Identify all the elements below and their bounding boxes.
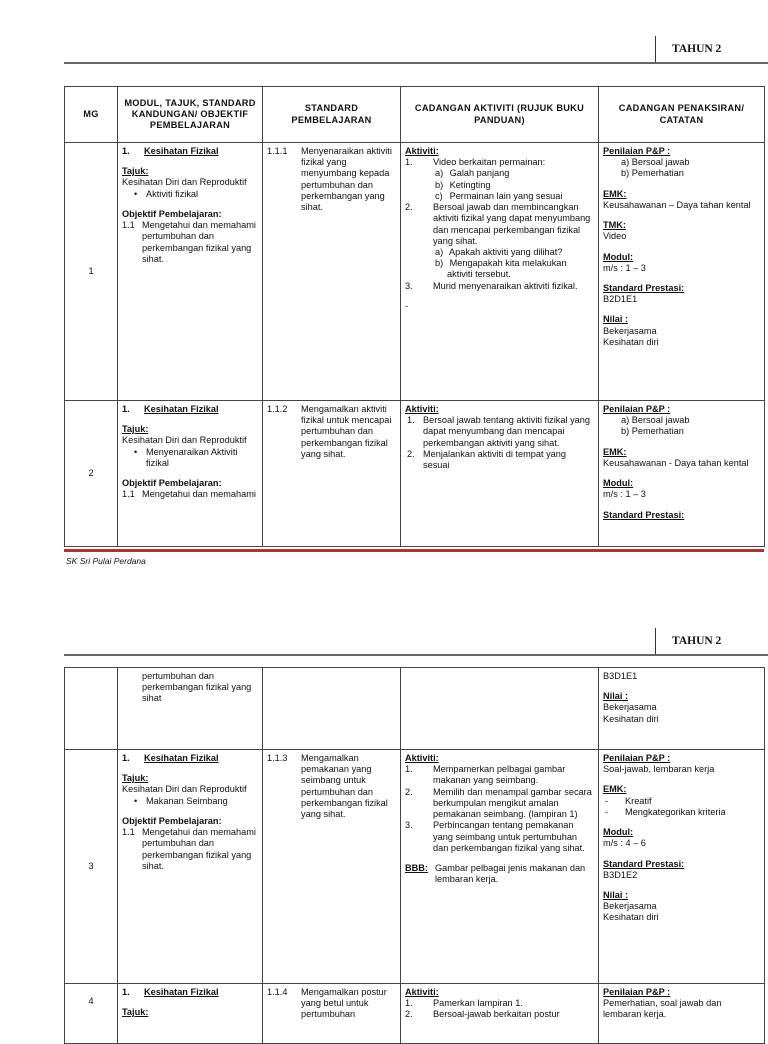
table-row — [65, 668, 765, 750]
table-row — [65, 750, 765, 984]
standard-number: 1.1.2 — [267, 404, 288, 414]
objektif-number: 1.1 — [122, 827, 135, 838]
penilaian-item: Bersoal jawab — [631, 415, 690, 426]
page-break-rule — [64, 549, 764, 552]
objektif-number: 1.1 — [122, 489, 135, 500]
col-header-modul: MODUL, TAJUK, STANDARD KANDUNGAN/ OBJEKTIF PEMBELAJARAN — [118, 87, 263, 143]
bbb-label: BBB — [405, 862, 425, 873]
table-row — [65, 984, 765, 1044]
week-number: 1 — [65, 143, 118, 401]
emk-text: Keusahawanan - Daya tahan kental — [603, 457, 749, 468]
aktiviti-item: Pamerkan lampiran 1. — [433, 998, 523, 1009]
aktiviti-item: Bersoal jawab dan membincangkan aktiviti fizikal yang dapat menyumbang dan mencapai perkembangan fizikal yang sihat. — [433, 202, 591, 246]
bbb-text: Gambar pelbagai jenis makanan dan lembaran kerja. — [435, 862, 586, 885]
standard-prestasi-label: Standard Prestasi: — [603, 509, 685, 520]
penilaian-item: Bersoal jawab — [631, 157, 690, 168]
aktiviti-label: Aktiviti: — [405, 404, 439, 414]
modul-cell — [118, 750, 263, 984]
emk-text: Keusahawanan – Daya tahan kental — [603, 199, 751, 210]
standard-text: Mengamalkan aktiviti fizikal untuk mencapai pertumbuhan dan perkembangan fizikal yang sihat. — [301, 404, 392, 459]
standard-cell — [263, 668, 401, 750]
modul-text: m/s : 4 – 6 — [603, 838, 646, 849]
penilaian-text: Soal-jawab, lembaran kerja — [603, 764, 715, 775]
nilai-text: Bekerjasama — [603, 901, 657, 912]
objektif-text: Mengetahui dan memahami pertumbuhan dan perkembangan fizikal yang sihat. — [142, 220, 256, 264]
col-header-penaksiran: CADANGAN PENAKSIRAN/ CATATAN — [599, 87, 765, 143]
topic-title: Kesihatan Fizikal — [144, 404, 219, 414]
nilai-text: Bekerjasama — [603, 702, 657, 713]
nilai-label: Nilai : — [603, 691, 629, 702]
col-header-aktiviti: CADANGAN AKTIVITI (RUJUK BUKU PANDUAN) — [401, 87, 599, 143]
year-label: TAHUN 2 — [672, 635, 722, 647]
modul-cell — [118, 401, 263, 547]
modul-text: m/s : 1 – 3 — [603, 262, 646, 273]
aktiviti-subitem: Apakah aktiviti yang dilihat? — [449, 246, 563, 257]
penaksiran-cell — [599, 668, 765, 750]
modul-label: Modul: — [603, 827, 634, 838]
penilaian-label: Penilaian P&P : — [603, 146, 671, 156]
standard-text: Mengamalkan pemakanan yang seimbang untuk pertumbuhan dan perkembangan fizikal yang sihat. — [301, 753, 388, 820]
aktiviti-subitem: Ketingting — [449, 179, 491, 190]
nilai-text: Bekerjasama — [603, 325, 657, 336]
objektif-text: pertumbuhan dan perkembangan fizikal yang sihat — [142, 671, 252, 704]
modul-text: m/s : 1 – 3 — [603, 489, 646, 500]
nilai-text: Kesihatan diri — [603, 336, 659, 347]
tajuk-text: Kesihatan Diri dan Reproduktif — [122, 435, 247, 446]
aktiviti-item: Memilih dan menampal gambar secara berkumpulan mengikut amalan pemakanan seimbang. (lampiran 1) — [433, 786, 592, 820]
penilaian-label: Penilaian P&P : — [603, 404, 671, 414]
modul-cell — [118, 143, 263, 401]
topic-number: 1. — [122, 753, 130, 763]
aktiviti-subitem: Mengapakah kita melakukan aktiviti tersebut. — [447, 258, 567, 280]
header-divider — [655, 628, 656, 654]
standard-number: 1.1.3 — [267, 753, 288, 763]
tajuk-text: Kesihatan Diri dan Reproduktif — [122, 784, 247, 795]
tajuk-label: Tajuk: — [122, 1007, 149, 1018]
header-underline — [64, 62, 768, 64]
objektif-label: Objektif Pembelajaran: — [122, 478, 222, 489]
penilaian-text: Pemerhatian, soal jawab dan lembaran kerja. — [603, 998, 722, 1020]
penilaian-label: Penilaian P&P : — [603, 987, 671, 997]
col-header-mg: MG — [65, 87, 118, 143]
standard-cell — [263, 750, 401, 984]
table-row — [65, 401, 765, 547]
year-label: TAHUN 2 — [672, 43, 722, 55]
standard-prestasi-text: B3D1E2 — [603, 869, 638, 880]
penaksiran-cell: Penilaian P&P : a) Bersoal jawab b) Pemerhatian EMK: Keusahawanan - Daya tahan kental Modul: m/s : 1 – 3 Standard Prestasi: — [599, 401, 765, 547]
aktiviti-item: Perbincangan tentang pemakanan yang seimbang untuk pertumbuhan dan perkembangan fizikal yang sihat. — [433, 820, 585, 853]
modul-cell — [118, 668, 263, 750]
aktiviti-cell — [401, 668, 599, 750]
standard-cell — [263, 143, 401, 401]
nilai-text: Kesihatan diri — [603, 912, 659, 923]
aktiviti-item: Bersoal jawab tentang aktiviti fizikal yang dapat menyumbang dan mencapai perkembangan aktiviti yang sihat. — [423, 415, 590, 448]
aktiviti-subitem: Galah panjang — [449, 168, 510, 179]
emk-item: - Mengkategorikan kriteria — [603, 807, 760, 818]
tajuk-label: Tajuk: — [122, 424, 149, 435]
footer-school-name: SK Sri Pulai Perdana — [66, 556, 146, 566]
topic-title: Kesihatan Fizikal — [144, 146, 219, 156]
tajuk-text: Kesihatan Diri dan Reproduktif — [122, 177, 247, 188]
aktiviti-dash: - — [405, 300, 409, 311]
topic-title: Kesihatan Fizikal — [144, 753, 219, 763]
emk-label: EMK: — [603, 446, 627, 457]
standard-text: Mengamalkan postur yang betul untuk pertumbuhan — [301, 987, 387, 1020]
aktiviti-cell: Aktiviti: 1. Bersoal jawab tentang aktiviti fizikal yang dapat menyumbang dan mencapai perkembangan aktiviti yang sihat. 2. Menjalankan aktiviti di tempat yang sesuai — [401, 401, 599, 547]
aktiviti-subitem: Permainan lain yang sesuai — [449, 190, 563, 201]
topic-number: 1. — [122, 404, 130, 414]
aktiviti-label: Aktiviti: — [405, 753, 439, 763]
penaksiran-cell — [599, 984, 765, 1044]
tajuk-bullet: • Menyenaraikan Aktiviti fizikal — [122, 447, 258, 469]
aktiviti-cell: Aktiviti: 1. Video berkaitan permainan: a) Galah panjang b) Ketingting c) Permainan lain yang sesuai 2. Bersoal jawab dan membincangkan aktiviti fizikal yang dapat menyumbang dan mencapai perkembangan fizikal yang sihat. a) Apakah aktiviti yang dilihat? b) Mengapakah kita melakukan aktiviti tersebut. 3. Murid menyenaraikan aktiviti fizikal. - — [401, 143, 599, 401]
aktiviti-cell: Aktiviti: 1. Mempamerkan pelbagai gambar makanan yang seimbang. 2. Memilih dan menampal gambar secara berkumpulan mengikut amalan pemakanan seimbang. (lampiran 1) 3. Perbincangan tentang pemakanan yang seimbang untuk pertumbuhan dan perkembangan fizikal yang sihat. BBB: Gambar pelbagai jenis makanan dan lembaran kerja. — [401, 750, 599, 984]
week-number: 4 — [65, 984, 118, 1044]
table-row — [65, 143, 765, 401]
week-number: 2 — [65, 401, 118, 547]
aktiviti-cell: Aktiviti: 1. Pamerkan lampiran 1. 2. Bersoal-jawab berkaitan postur — [401, 984, 599, 1044]
standard-number: 1.1.4 — [267, 987, 288, 997]
objektif-label: Objektif Pembelajaran: — [122, 208, 222, 219]
week-number — [65, 668, 118, 750]
modul-label: Modul: — [603, 478, 634, 489]
lesson-plan-table — [64, 86, 765, 547]
standard-prestasi-label: Standard Prestasi: — [603, 282, 685, 293]
tajuk-label: Tajuk: — [122, 166, 149, 177]
modul-cell — [118, 984, 263, 1044]
tajuk-bullet: • Makanan Seimbang — [122, 796, 258, 807]
emk-label: EMK: — [603, 188, 627, 199]
penaksiran-cell: Penilaian P&P : a) Bersoal jawab b) Pemerhatian EMK: Keusahawanan – Daya tahan kental TMK: Video Modul: m/s : 1 – 3 Standard Prestasi: B2D1E1 Nilai : Bekerjasama Kesihatan diri — [599, 143, 765, 401]
penaksiran-cell — [599, 750, 765, 984]
lesson-plan-table — [64, 667, 765, 1044]
topic-title: Kesihatan Fizikal — [144, 987, 219, 997]
emk-label: EMK: — [603, 784, 627, 795]
tmk-text: Video — [603, 231, 627, 242]
nilai-label: Nilai : — [603, 314, 629, 325]
aktiviti-label: Aktiviti: — [405, 987, 439, 997]
page-header — [0, 36, 768, 76]
standard-prestasi-text: B2D1E1 — [603, 294, 638, 305]
table-header-row — [65, 87, 765, 143]
header-underline — [64, 654, 768, 656]
aktiviti-item: Murid menyenaraikan aktiviti fizikal. — [433, 280, 578, 291]
standard-number: 1.1.1 — [267, 146, 288, 156]
standard-prestasi-label: Standard Prestasi: — [603, 858, 685, 869]
standard-prestasi-text: B3D1E1 — [603, 671, 638, 681]
aktiviti-label: Aktiviti: — [405, 146, 439, 156]
objektif-text: Mengetahui dan memahami — [142, 489, 256, 500]
aktiviti-item: Bersoal-jawab berkaitan postur — [433, 1009, 560, 1020]
tmk-label: TMK: — [603, 220, 626, 231]
week-number: 3 — [65, 750, 118, 984]
tajuk-bullet: • Aktiviti fizikal — [122, 189, 258, 200]
aktiviti-item: Mempamerkan pelbagai gambar makanan yang seimbang. — [433, 764, 566, 786]
nilai-text: Kesihatan diri — [603, 713, 659, 724]
objektif-text: Mengetahui dan memahami pertumbuhan dan perkembangan fizikal yang sihat. — [142, 827, 256, 871]
col-header-standard: STANDARD PEMBELAJARAN — [263, 87, 401, 143]
aktiviti-item: Menjalankan aktiviti di tempat yang sesuai — [423, 448, 566, 471]
aktiviti-item: Video berkaitan permainan: — [433, 157, 546, 168]
objektif-number: 1.1 — [122, 220, 135, 231]
standard-text: Menyenaraikan aktiviti fizikal yang menyumbang kepada pertumbuhan dan perkembangan yang sihat. — [301, 146, 392, 213]
topic-number: 1. — [122, 987, 130, 997]
emk-item: - Kreatif — [603, 796, 760, 807]
penilaian-item: Pemerhatian — [631, 168, 684, 179]
modul-label: Modul: — [603, 251, 634, 262]
objektif-label: Objektif Pembelajaran: — [122, 815, 222, 826]
penilaian-label: Penilaian P&P : — [603, 753, 671, 763]
standard-cell — [263, 401, 401, 547]
penilaian-item: Pemerhatian — [631, 426, 684, 437]
page-header — [0, 628, 768, 668]
tajuk-label: Tajuk: — [122, 773, 149, 784]
topic-number: 1. — [122, 146, 130, 156]
header-divider — [655, 36, 656, 62]
nilai-label: Nilai : — [603, 889, 629, 900]
standard-cell — [263, 984, 401, 1044]
